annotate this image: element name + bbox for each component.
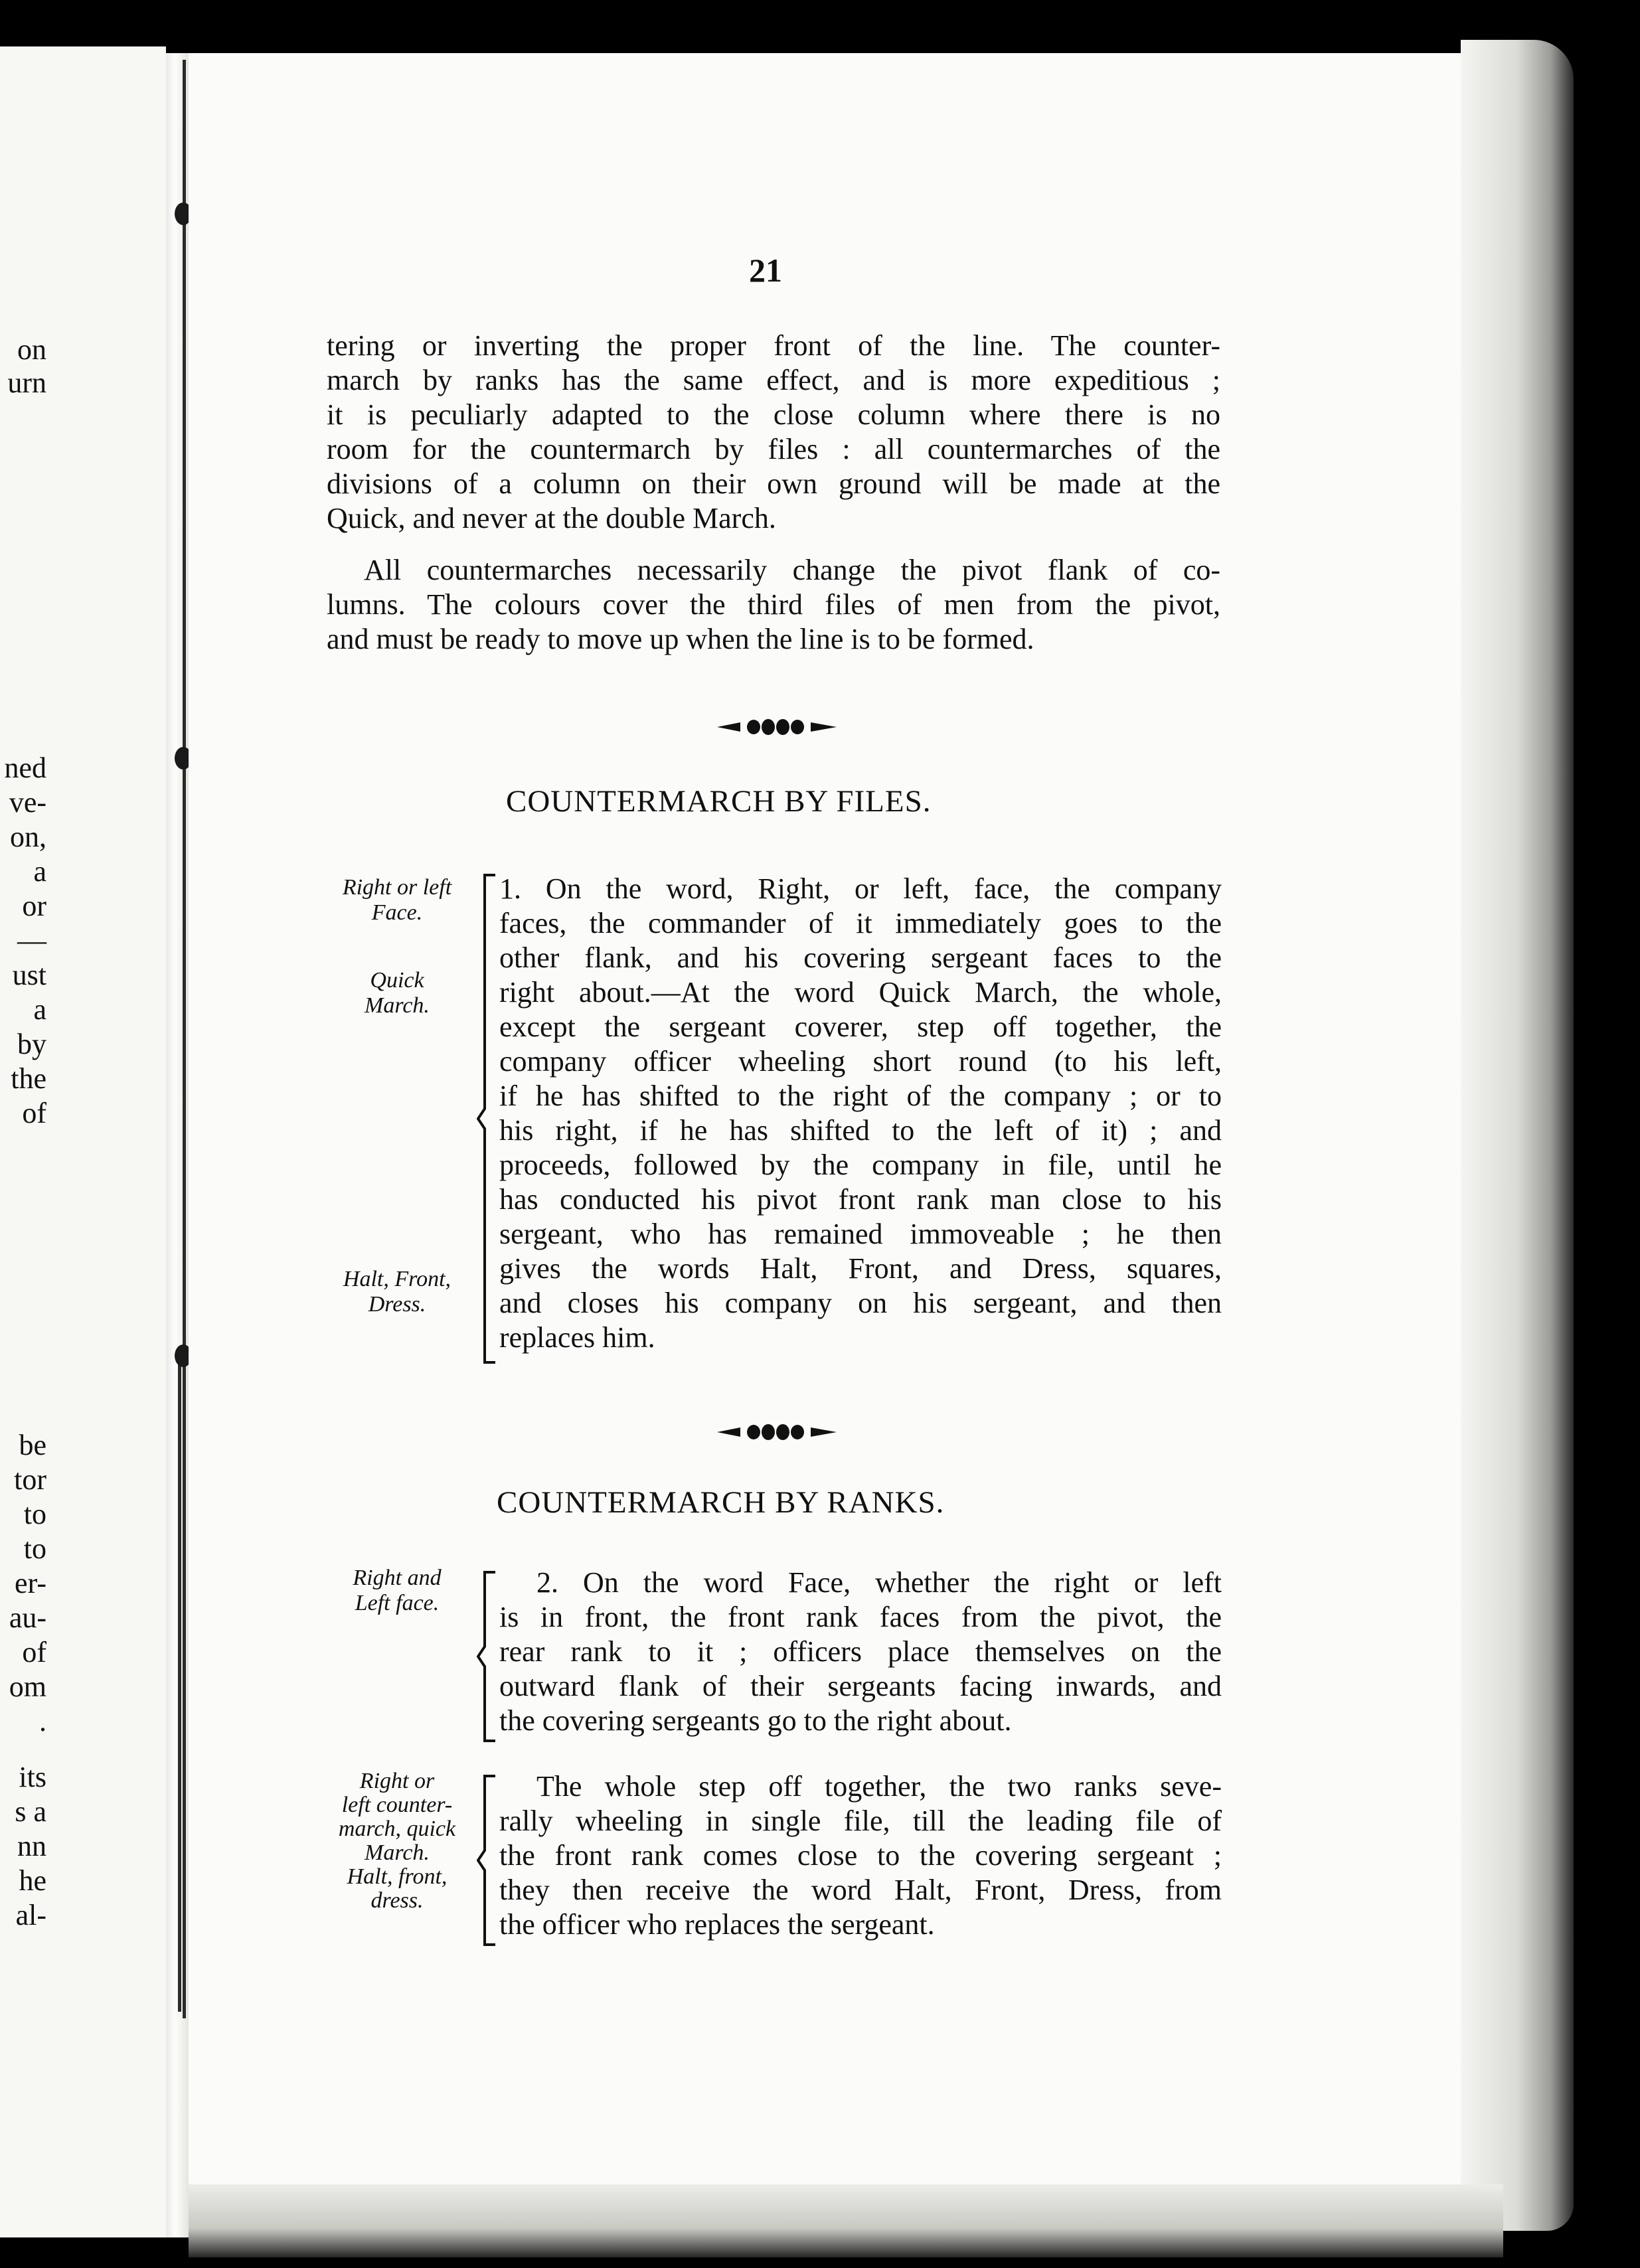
section-heading: COUNTERMARCH BY RANKS.	[497, 1485, 945, 1520]
brace	[477, 873, 497, 1364]
text-line: company officer wheeling short round (to his left,	[499, 1045, 1222, 1078]
fragment: a	[33, 855, 46, 888]
fragment: er-	[15, 1567, 46, 1599]
text-line: is in front, the front rank faces from the pivot, the	[499, 1601, 1222, 1633]
text-line: they then receive the word Halt, Front, Dress, from	[499, 1874, 1222, 1906]
fragment: its	[19, 1761, 46, 1793]
text-line: has conducted his pivot front rank man close to his	[499, 1183, 1222, 1216]
fragment: nn	[17, 1830, 46, 1862]
fragment: .	[39, 1705, 46, 1738]
text-line: lumns. The colours cover the third files of men from the pivot,	[327, 588, 1220, 621]
fragment: ust	[12, 959, 46, 991]
fragment: ve-	[9, 786, 46, 819]
margin-note: Right and Left face.	[353, 1566, 442, 1615]
text-line: the officer who replaces the sergeant.	[499, 1908, 935, 1941]
text-line: it is peculiarly adapted to the close column where there is no	[327, 398, 1220, 431]
ornament-divider	[714, 1422, 840, 1442]
text-line: rally wheeling in single file, till the leading file of	[499, 1805, 1222, 1837]
page-edge	[1461, 40, 1574, 2231]
text-line: the front rank comes close to the covering sergeant ;	[499, 1839, 1222, 1872]
fragment: om	[9, 1670, 46, 1703]
text-line: All countermarches necessarily change the pivot flank of co-	[364, 554, 1220, 586]
section-heading: COUNTERMARCH BY FILES.	[506, 784, 932, 819]
fragment: urn	[7, 366, 46, 399]
text-line: Quick, and never at the double March.	[327, 502, 776, 534]
fragment: be	[19, 1429, 46, 1461]
fragment: to	[23, 1532, 46, 1565]
text-line: march by ranks has the same effect, and is more expeditious ;	[327, 364, 1220, 396]
text-line: divisions of a column on their own ground will be made at the	[327, 467, 1220, 500]
fragment: to	[23, 1498, 46, 1530]
fragment: on	[17, 333, 46, 366]
text-line: room for the countermarch by files : all countermarches of the	[327, 433, 1220, 465]
margin-note: Right or left Face.	[342, 875, 452, 925]
fragment: by	[17, 1028, 46, 1060]
fragment: tor	[14, 1463, 46, 1496]
binding-thread-lower	[178, 1361, 181, 2012]
fragment: of	[22, 1097, 46, 1129]
text-line: if he has shifted to the right of the company ; or to	[499, 1080, 1222, 1112]
brace	[477, 1774, 497, 1947]
margin-note: Right or left counter- march, quick March. Halt, front, dress.	[338, 1769, 456, 1913]
text-line: faces, the commander of it immediately goes to the	[499, 907, 1222, 939]
text-line: rear rank to it ; officers place themselves on the	[499, 1635, 1222, 1668]
text-line: proceeds, followed by the company in file, until he	[499, 1149, 1222, 1181]
text-line: right about.—At the word Quick March, the whole,	[499, 976, 1222, 1009]
fragment: or	[22, 890, 46, 922]
text-line: except the sergeant coverer, step off together, the	[499, 1011, 1222, 1043]
page-bottom-edge	[189, 2184, 1503, 2257]
fragment: ned	[4, 752, 46, 784]
text-line: and closes his company on his sergeant, and then	[499, 1287, 1222, 1319]
text-line: tering or inverting the proper front of the line. The counter-	[327, 329, 1220, 362]
page-number: 21	[749, 252, 782, 289]
text-line: the covering sergeants go to the right about.	[499, 1704, 1012, 1737]
text-line: and must be ready to move up when the line is to be formed.	[327, 623, 1034, 655]
text-line: replaces him.	[499, 1321, 655, 1354]
text-line: sergeant, who has remained immoveable ; he then	[499, 1218, 1222, 1250]
text-line: gives the words Halt, Front, and Dress, squares,	[499, 1252, 1222, 1285]
text-line: other flank, and his covering sergeant faces to the	[499, 941, 1222, 974]
fragment: he	[19, 1864, 46, 1897]
text-line: his right, if he has shifted to the left of it) ; and	[499, 1114, 1222, 1147]
fragment: of	[22, 1636, 46, 1668]
fragment: a	[33, 993, 46, 1026]
fragment: s a	[15, 1795, 46, 1828]
text-line: 1. On the word, Right, or left, face, the company	[499, 872, 1222, 905]
fragment: —	[17, 924, 46, 957]
margin-note: Halt, Front, Dress.	[343, 1267, 451, 1317]
text-line: outward flank of their sergeants facing inwards, and	[499, 1670, 1222, 1702]
brace	[477, 1570, 497, 1743]
text-line: The whole step off together, the two ranks seve-	[536, 1770, 1222, 1803]
fragment: au-	[9, 1601, 46, 1634]
margin-note: Quick March.	[365, 968, 430, 1018]
fragment: on,	[10, 821, 46, 853]
binding-thread	[183, 60, 186, 2018]
ornament-divider	[714, 717, 840, 737]
fragment: the	[11, 1062, 46, 1095]
fragment: al-	[15, 1899, 46, 1931]
text-line: 2. On the word Face, whether the right or left	[536, 1566, 1222, 1599]
